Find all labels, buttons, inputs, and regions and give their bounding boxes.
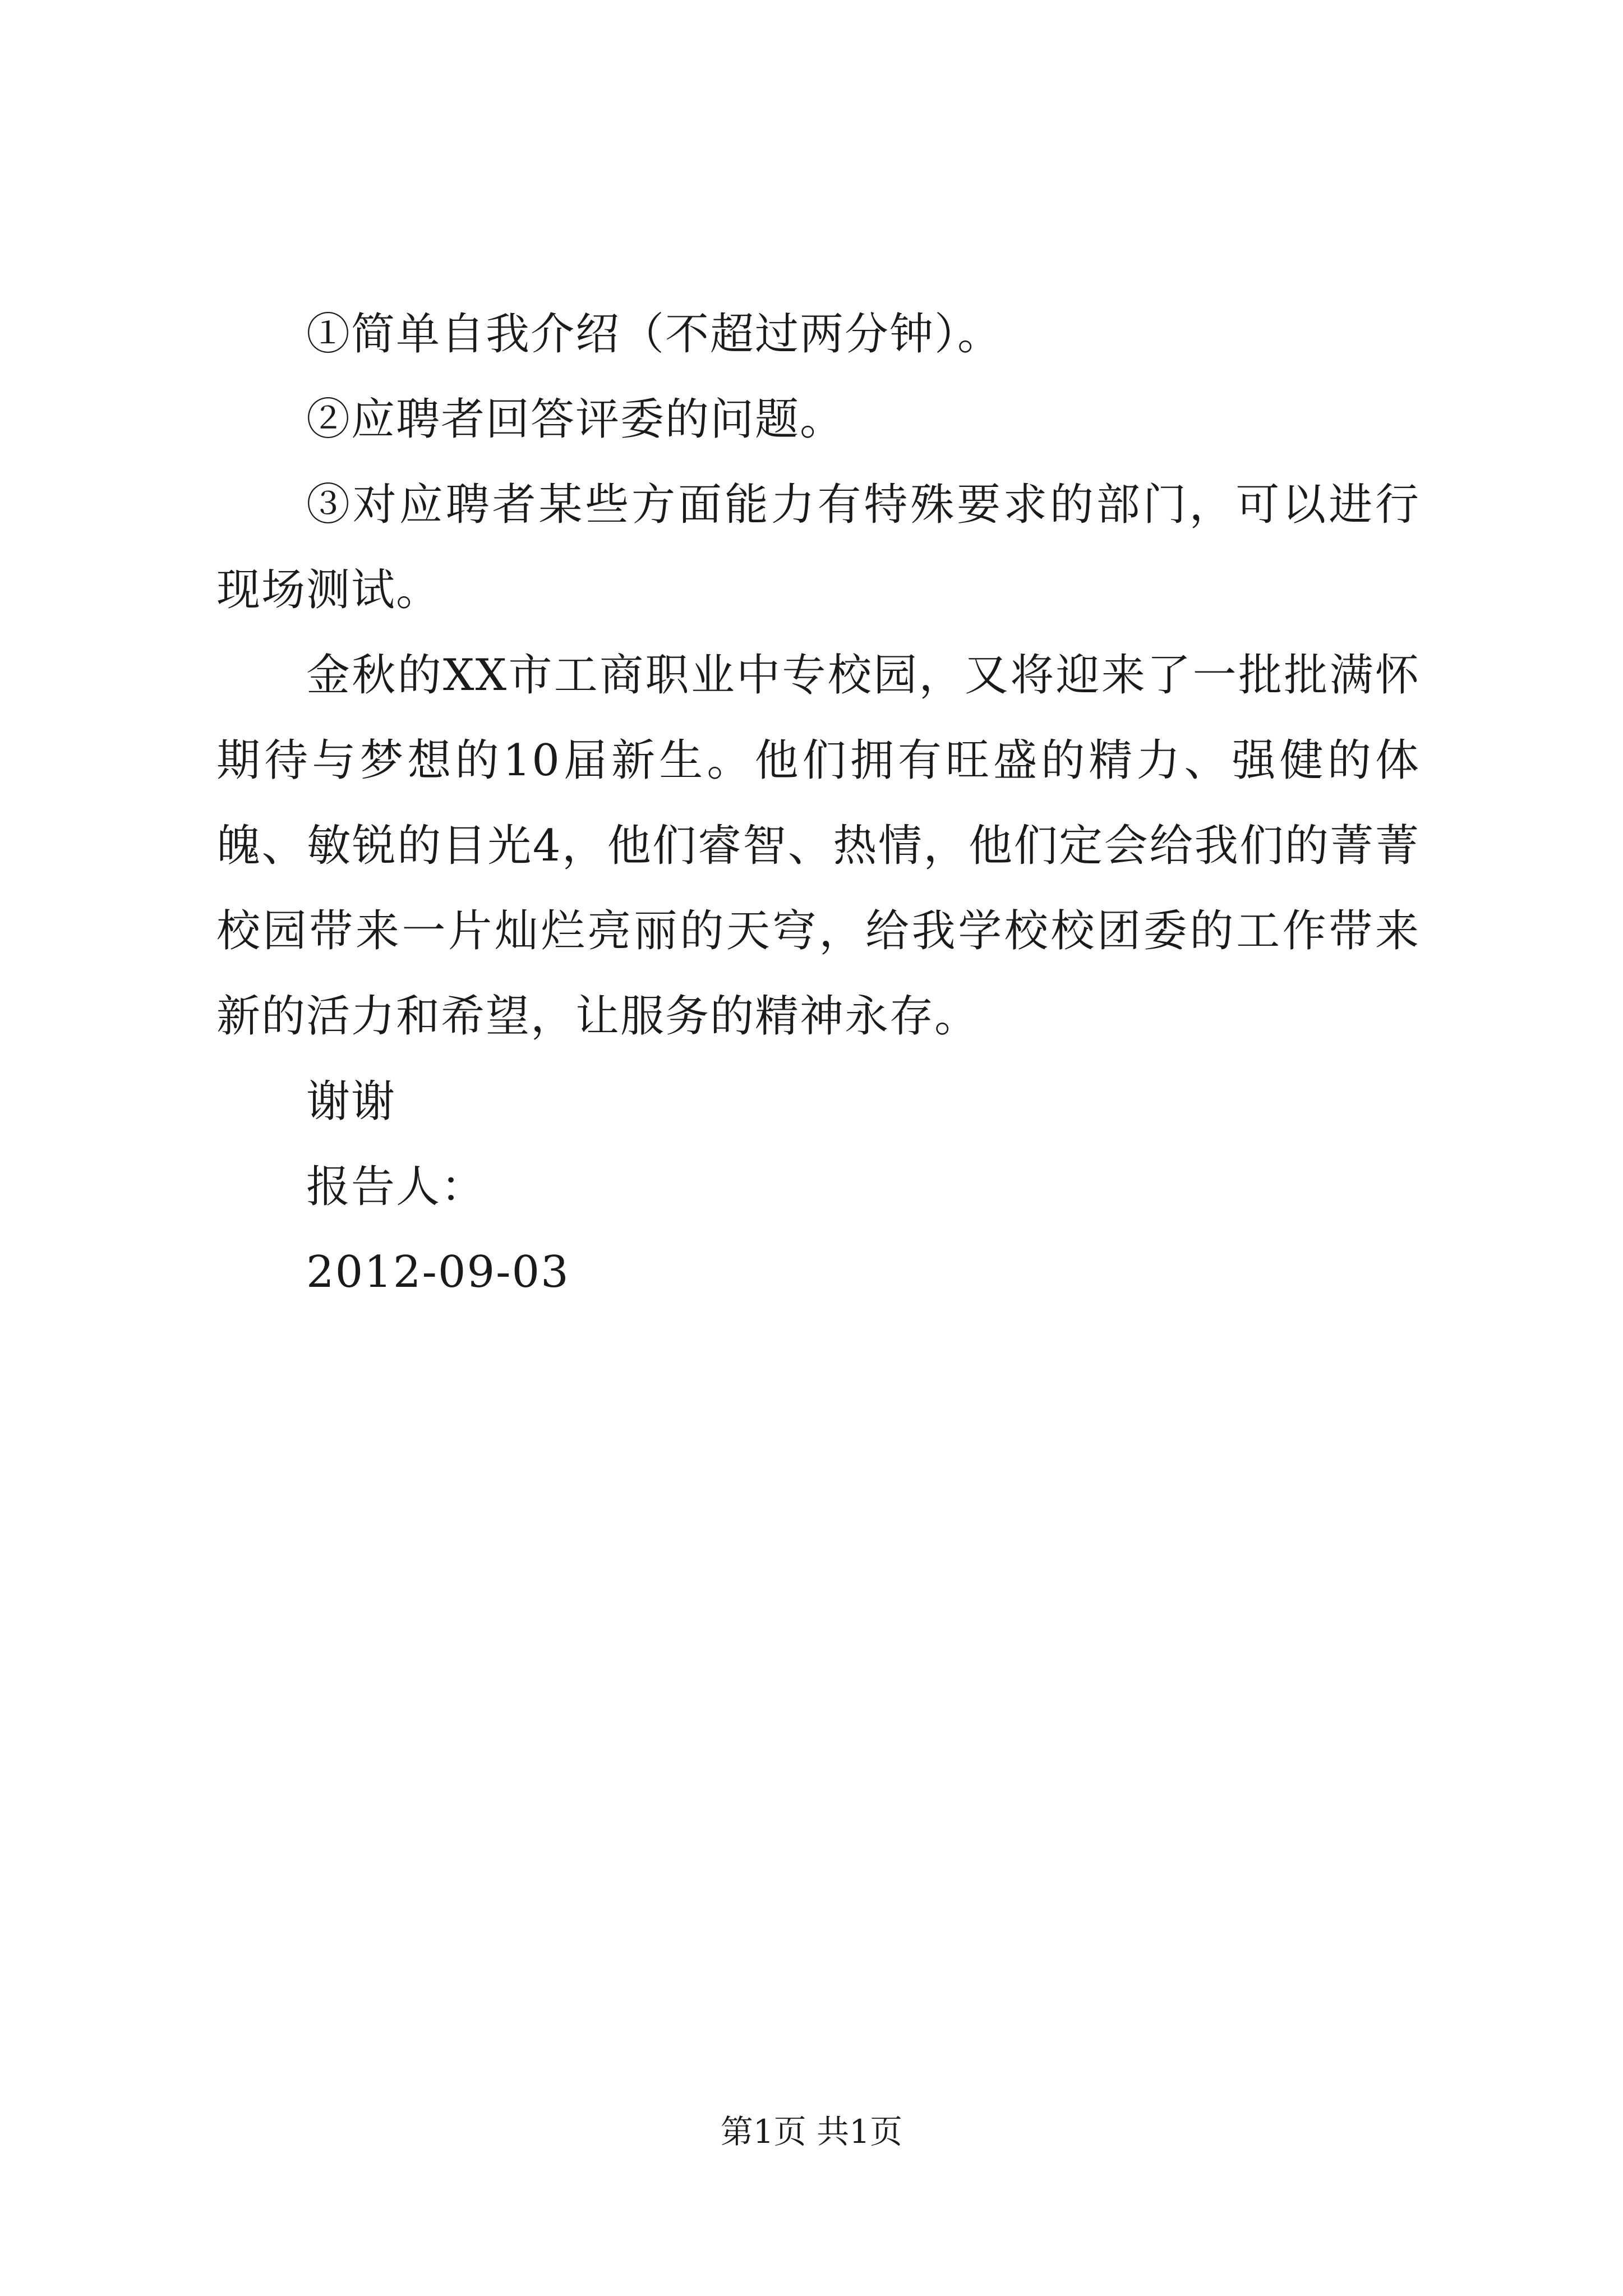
document-body xyxy=(216,292,1420,1315)
thanks-line: 谢谢 xyxy=(306,1076,396,1127)
list-item-answer-questions: ②应聘者回答评委的问题。 xyxy=(306,394,845,445)
page-number-label: 第1页 共1页 xyxy=(720,2113,903,2151)
list-item-self-intro: ①简单自我介绍（不超过两分钟）。 xyxy=(306,309,1003,360)
closing-paragraph: 金秋的XX市工商职业中专校园，又将迎来了一批批满怀期待与梦想的10届新生。他们拥有旺盛的精力、强健的体魄、敏锐的目光4，他们睿智、热情，他们定会给我们的菁菁校园带来一片灿烂亮丽的天穹，给我学校校团委的工作带来新的活力和希望，让服务的精神永存。 xyxy=(216,650,1420,1042)
list-item-onsite-test: ③对应聘者某些方面能力有特殊要求的部门，可以进行现场测试。 xyxy=(216,480,1420,615)
page-footer xyxy=(0,2109,1623,2154)
reporter-line: 报告人： xyxy=(306,1162,486,1212)
date-line: 2012-09-03 xyxy=(306,1247,570,1297)
